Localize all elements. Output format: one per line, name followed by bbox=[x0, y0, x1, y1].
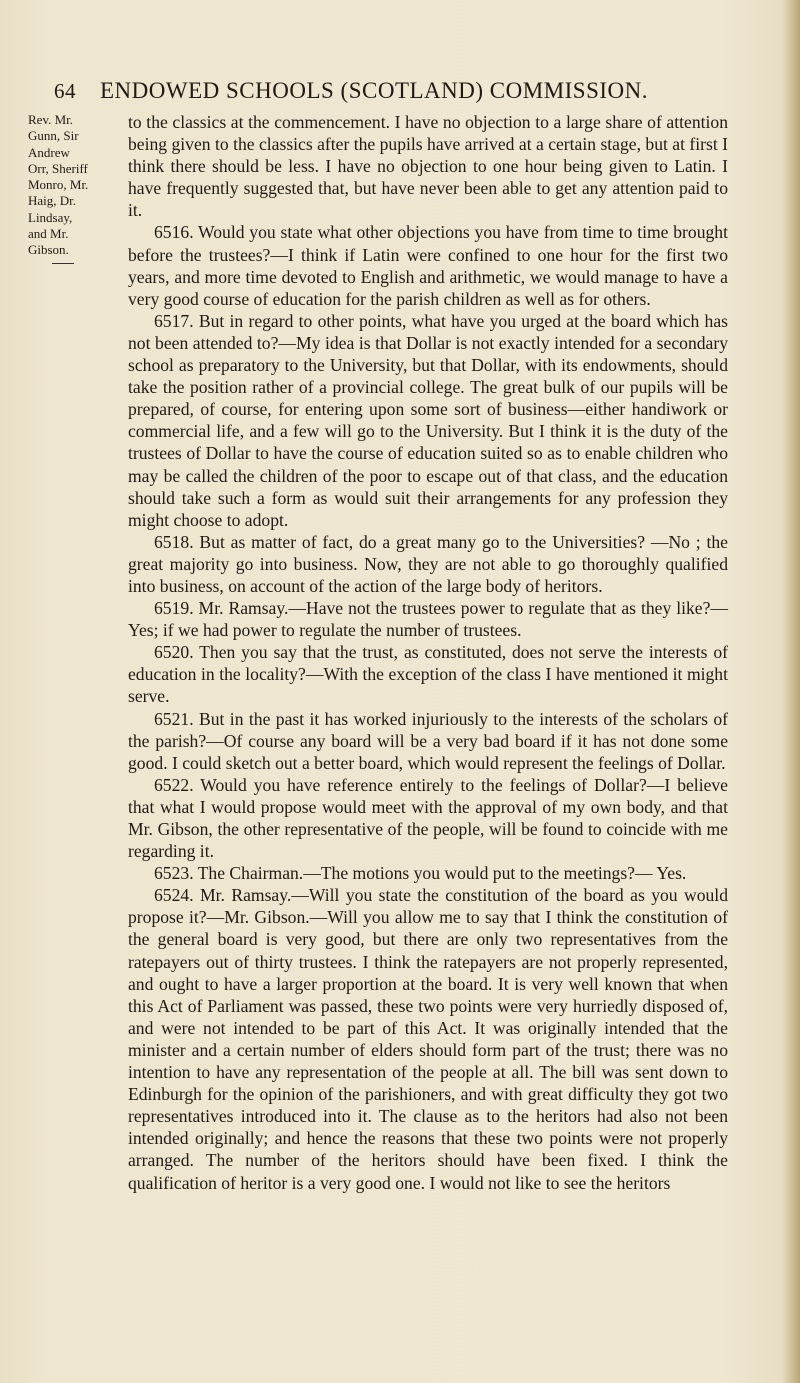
question-6520: 6520. Then you say that the trust, as constituted, does not serve the interests of education in the locality?—With the exception of the class I have mentioned it might serve. bbox=[128, 642, 728, 707]
margin-note-line: Lindsay, bbox=[28, 209, 73, 225]
question-6517: 6517. But in regard to other points, what have you urged at the board which has not been attended to?—My idea is that Dollar is not exactly intended for a secondary school as preparatory to the University, but that Dollar, with its endowments, should take the position rather of a provincial college. The great bulk of our pupils will be prepared, of course, for entering upon some sort of business—either handiwork or commercial life, and a few will go to the University. But I think it is the duty of the trustees of Dollar to have the course of education suited so as to enable children who may be called the children of the poor to escape out of that class, and the education should take such a form as would suit their arrangements for any profession they might choose to adopt. bbox=[128, 310, 728, 530]
body-text bbox=[128, 111, 728, 1194]
page-edge-shadow bbox=[782, 0, 800, 1383]
margin-note-witnesses bbox=[28, 112, 112, 264]
running-title: ENDOWED SCHOOLS (SCOTLAND) COMMISSION. bbox=[100, 78, 649, 103]
margin-note-line: Rev. Mr. bbox=[28, 112, 74, 127]
page-number: 64 bbox=[54, 79, 76, 103]
question-6519: 6519. Mr. Ramsay.—Have not the trustees power to regulate that as they like?—Yes; if we had power to regulate the number of trustees. bbox=[128, 598, 728, 641]
question-6522: 6522. Would you have reference entirely to the feelings of Dollar?—I believe that what I would propose would meet with the approval of my own body, and that Mr. Gibson, the other representative of the people, will be found to coincide with me regarding it. bbox=[128, 774, 728, 862]
margin-note-line: Orr, Sheriff bbox=[28, 160, 88, 176]
margin-note-line: Monro, Mr. bbox=[28, 177, 89, 193]
paragraph-continuation: to the classics at the commencement. I have no objection to a large share of attention being given to the classics after the pupils have arrived at a certain stage, but at first I think there should be less. I have no objection to one hour being given to Latin. I have frequently suggested that, but have never been able to get any attention paid to it. bbox=[128, 112, 728, 221]
margin-note-line: Haig, Dr. bbox=[28, 193, 77, 209]
question-6524: 6524. Mr. Ramsay.—Will you state the constitution of the board as you would propose it?—Mr. Gibson.—Will you allow me to say that I think the constitution of the general board is very good, but there are only two representatives from the ratepayers out of thirty trustees. I think the ratepayers are not properly represented, and ought to have a larger proportion at the board. It is very well known that when this Act of Parliament was passed, these two points were very hurriedly disposed of, and were not intended to be part of this Act. It was originally intended that the minister and a certain number of elders should form part of the trust; there was no intention to have any representation of the people at all. The bill was sent down to Edinburgh for the opinion of the parishioners, and with great difficulty they got two representatives introduced into it. The clause as to the heritors had also not been intended originally; and hence the reasons that these two points were not properly arranged. The number of the heritors should have been fixed. I think the qualification of heritor is a very good one. I would not like to see the heritors bbox=[128, 885, 728, 1193]
question-6516: 6516. Would you state what other objections you have from time to time brought before the trustees?—I think if Latin were confined to one hour for the first two years, and more time devoted to English and arithmetic, we would manage to have a very good course of education for the parish children as well as for others. bbox=[128, 222, 728, 309]
margin-note-line: Andrew bbox=[28, 144, 70, 160]
margin-note-line: and Mr. bbox=[28, 226, 69, 242]
question-6518: 6518. But as matter of fact, do a great many go to the Universities? —No ; the great majority go into business. Now, they are not able to go thoroughly qualified into business, on account of the action of the large body of heritors. bbox=[128, 531, 728, 596]
running-header bbox=[54, 78, 714, 104]
margin-note-line: Gunn, Sir bbox=[28, 128, 79, 144]
question-6521: 6521. But in the past it has worked injuriously to the interests of the scholars of the parish?—Of course any board will be a very bad board if it has not done some good. I could sketch out a better board, which would represent the feelings of Dollar. bbox=[128, 708, 728, 773]
question-6523: 6523. The Chairman.—The motions you would put to the meetings?— Yes. bbox=[154, 863, 687, 884]
margin-note-rule bbox=[52, 263, 74, 264]
margin-note-line: Gibson. bbox=[28, 242, 69, 258]
